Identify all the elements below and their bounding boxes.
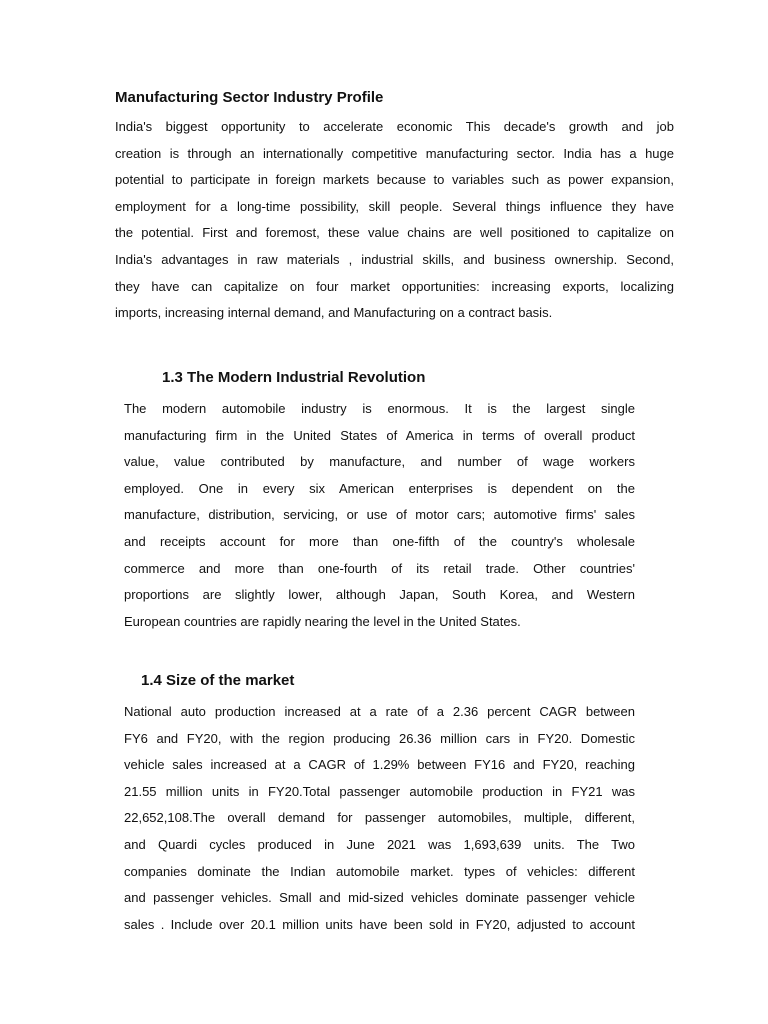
text-line: manufacture, distribution, servicing, or use of motor cars; automotive firms' sales	[124, 507, 635, 523]
text-line: India's advantages in raw materials , industrial skills, and business ownership. Second,	[115, 251, 674, 267]
text-line: proportions are slightly lower, although Japan, South Korea, and Western	[124, 587, 635, 603]
paragraph-market-size	[124, 699, 635, 938]
paragraph-industrial-revolution	[124, 396, 635, 635]
text-line: The modern automobile industry is enormous. It is the largest single	[124, 401, 635, 416]
text-line: 22,652,108.The overall demand for passenger automobiles, multiple, different,	[124, 810, 635, 826]
text-line: employment for a long-time possibility, skill people. Several things influence they have	[115, 198, 674, 214]
text-line: potential to participate in foreign markets because to variables such as power expansion,	[115, 172, 674, 188]
text-line: National auto production increased at a rate of a 2.36 percent CAGR between	[124, 704, 635, 719]
text-line: employed. One in every six American enterprises is dependent on the	[124, 480, 635, 496]
text-line: they have can capitalize on four market opportunities: increasing exports, localizing	[115, 278, 674, 294]
text-line: India's biggest opportunity to accelerate economic This decade's growth and job	[115, 119, 674, 134]
text-line: European countries are rapidly nearing the level in the United States.	[124, 613, 521, 629]
text-line: and receipts account for more than one-fifth of the country's wholesale	[124, 533, 635, 549]
text-line: 21.55 million units in FY20.Total passenger automobile production in FY21 was	[124, 783, 635, 799]
text-line: and Quardi cycles produced in June 2021 was 1,693,639 units. The Two	[124, 836, 635, 852]
text-line: vehicle sales increased at a CAGR of 1.29% between FY16 and FY20, reaching	[124, 757, 635, 773]
text-line: the potential. First and foremost, these value chains are well positioned to capitalize on	[115, 225, 674, 241]
text-line: and passenger vehicles. Small and mid-sized vehicles dominate passenger vehicle	[124, 890, 635, 906]
text-line: value, value contributed by manufacture, and number of wage workers	[124, 454, 635, 470]
paragraph-industry-profile	[115, 114, 674, 327]
text-line: imports, increasing internal demand, and Manufacturing on a contract basis.	[115, 305, 553, 321]
text-line: manufacturing firm in the United States of America in terms of overall product	[124, 427, 635, 443]
section-heading-industry-profile: Manufacturing Sector Industry Profile	[115, 89, 384, 106]
text-line: commerce and more than one-fourth of its retail trade. Other countries'	[124, 560, 635, 576]
section-heading-market-size: 1.4 Size of the market	[141, 672, 295, 689]
section-heading-industrial-revolution: 1.3 The Modern Industrial Revolution	[162, 369, 426, 386]
text-line: companies dominate the Indian automobile market. types of vehicles: different	[124, 863, 635, 879]
text-line: sales . Include over 20.1 million units have been sold in FY20, adjusted to account	[124, 916, 635, 932]
text-line: FY6 and FY20, with the region producing 26.36 million cars in FY20. Domestic	[124, 730, 635, 746]
text-line: creation is through an internationally competitive manufacturing sector. India has a huge	[115, 145, 674, 161]
